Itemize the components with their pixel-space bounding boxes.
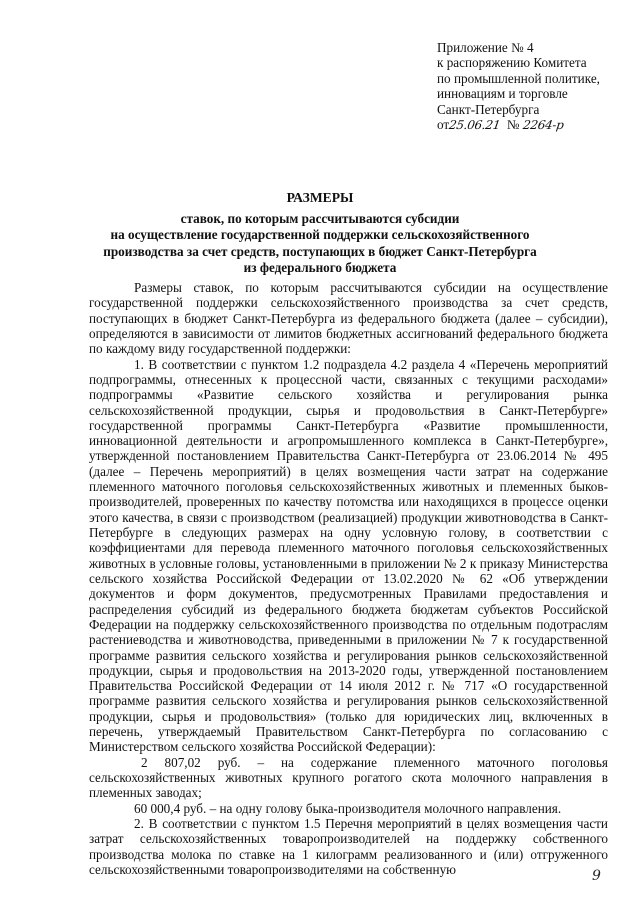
appendix-line: инновациям и торговле — [437, 86, 568, 102]
appendix-line: Приложение № 4 — [437, 40, 534, 55]
appendix-line: по промышленной политике, — [437, 70, 600, 86]
title-line: производства за счет средств, поступающих в бюджет Санкт-Петербурга — [103, 243, 537, 259]
handwritten-page-mark: 9 — [592, 868, 601, 884]
body-paragraph-rate-2: 60 000,4 руб. – на одну голову быка-производителя молочного направления. — [134, 800, 562, 816]
appendix-line: Санкт-Петербурга — [437, 101, 540, 117]
appendix-date-line — [437, 117, 637, 133]
body-paragraph-intro: Размеры ставок, по которым рассчитываются субсидии на осуществление государственной поддержки сельскохозяйственного производства за счет средств, поступающих в бюджет Санкт-Петербурга из федерального бюджета (далее – субсидии), определяются в зависимости от лимитов бюджетных ассигнований федерального бюджета по каждому виду государственной поддержки: — [89, 280, 608, 357]
title-line: из федерального бюджета — [243, 260, 397, 275]
appendix-header — [437, 40, 637, 133]
number-label: № — [506, 117, 520, 133]
appendix-line: к распоряжению Комитета — [437, 55, 587, 71]
body-paragraph-item-2: 2. В соответствии с пунктом 1.5 Перечня мероприятий в целях возмещения части затрат сельскохозяйственных товаропроизводителей на поддержку собственного производства молока по ставке на 1 килограмм реализованного и (или) отгруженного сельскохозяйственными товаропроизводителями на собственную — [89, 815, 608, 877]
title-line: ставок, по которым рассчитываются субсидии — [180, 210, 460, 226]
title-line: на осуществление государственной поддержки сельскохозяйственного — [110, 227, 530, 242]
body-paragraph-item-1: 1. В соответствии с пунктом 1.2 подраздела 4.2 раздела 4 «Перечень мероприятий подпрограммы, отнесенных к процессной части, связанных с текущими расходами» подпрограммы «Развитие сельского хозяйства и регулирования рынка сельскохозяйственной продукции, сырья и продовольствия в Санкт-Петербурге» государственной программы Санкт-Петербурга «Развитие промышленности, инновационной деятельности и агропромышленного комплекса в Санкт-Петербурге», утвержденной постановлением Правительства Санкт-Петербурга от 23.06.2014 № 495 (далее – Перечень мероприятий) в целях возмещения части затрат на содержание племенного маточного поголовья сельскохозяйственных животных и племенных быков-производителей, проверенных по качеству потомства или находящихся в процессе оценки этого качества, в связи с производством (реализацией) продукции животноводства в Санкт-Петербурге в следующих размерах на одну условную голову, в соответствии с коэффициентами для перевода племенного маточного поголовья сельскохозяйственных животных в условные головы, установленными в приложении № 2 к приказу Министерства сельского хозяйства Российской Федерации от 13.02.2020 № 62 «Об утверждении документов и форм документов, предусмотренных Правилами предоставления и распределения субсидий из федерального бюджета бюджетам субъектов Российской Федерации на поддержку сельскохозяйственного производства по отдельным подотраслям растениеводства и животноводства, приведенными в приложении № 7 к государственной программе развития сельского хозяйства и регулирования рынков сельскохозяйственной продукции, сырья и продовольствия на 2013-2020 годы, утвержденной постановлением Правительства Российской Федерации от 14 июля 2012 г. № 717 «О государственной программе развития сельского хозяйства и регулирования рынков сельскохозяйственной продукции, сырья и продовольствия» (только для юридических лиц, включенных в перечень, утверждаемый Правительством Санкт-Петербурга по согласованию с Министерством сельского хозяйства Российской Федерации): — [89, 356, 608, 755]
document-body — [89, 280, 608, 877]
handwritten-date: 25.06.21 — [448, 118, 502, 133]
document-title — [60, 190, 580, 277]
title-main: РАЗМЕРЫ — [286, 190, 354, 205]
handwritten-number: 2264-р — [521, 118, 565, 133]
date-prefix: от — [437, 117, 450, 133]
body-paragraph-rate-1: 2 807,02 руб. – на содержание племенного маточного поголовья сельскохозяйственных животных крупного рогатого скота молочного направления в племенных заводах; — [89, 754, 608, 801]
